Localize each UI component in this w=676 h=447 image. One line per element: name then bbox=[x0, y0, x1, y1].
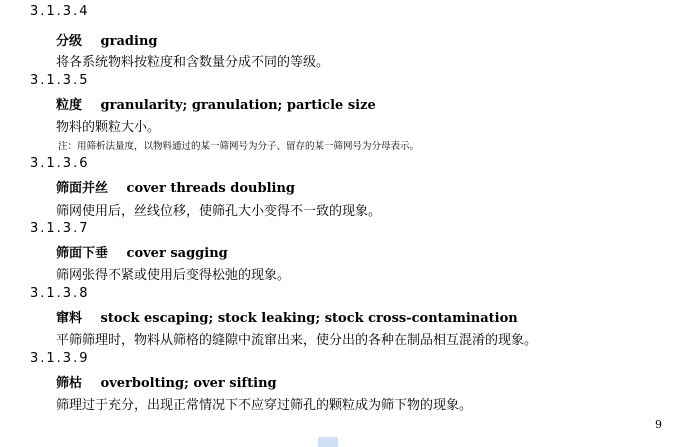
term-english: cover sagging bbox=[126, 246, 228, 261]
clause-number: 3.1.3.7 bbox=[30, 221, 90, 236]
term-english: granularity; granulation; particle size bbox=[100, 98, 376, 113]
clause-number: 3.1.3.6 bbox=[30, 156, 90, 171]
term-chinese: 粒度 bbox=[56, 98, 83, 113]
term-chinese: 筛面下垂 bbox=[56, 246, 109, 261]
clause-number: 3.1.3.8 bbox=[30, 286, 90, 301]
clause-number: 3.1.3.9 bbox=[30, 351, 90, 366]
term-heading bbox=[56, 94, 376, 113]
term-heading bbox=[56, 177, 295, 196]
term-definition: 平筛筛理时，物料从筛格的缝隙中流窜出来，使分出的各种在制品相互混淆的现象。 bbox=[56, 333, 538, 348]
term-chinese: 筛面并丝 bbox=[56, 181, 109, 196]
term-english: overbolting; over sifting bbox=[100, 376, 277, 391]
clause-number: 3.1.3.4 bbox=[30, 4, 90, 19]
scan-mark bbox=[318, 437, 338, 447]
term-definition: 筛理过于充分，出现正常情况下不应穿过筛孔的颗粒成为筛下物的现象。 bbox=[56, 398, 473, 413]
term-heading bbox=[56, 242, 228, 261]
term-heading bbox=[56, 307, 518, 326]
term-definition: 物料的颗粒大小。 bbox=[56, 120, 161, 135]
term-english: grading bbox=[100, 34, 158, 49]
term-english: cover threads doubling bbox=[126, 181, 295, 196]
term-definition: 筛网使用后，丝线位移，使筛孔大小变得不一致的现象。 bbox=[56, 204, 382, 219]
page-number: 9 bbox=[655, 418, 662, 431]
term-chinese: 筛枯 bbox=[56, 376, 83, 391]
clause-number: 3.1.3.5 bbox=[30, 73, 90, 88]
term-definition: 将各系统物料按粒度和含数量分成不同的等级。 bbox=[56, 55, 330, 70]
term-chinese: 窜料 bbox=[56, 311, 83, 326]
term-note: 注：用筛析法量度，以物料通过的某一筛网号为分子、留存的某一筛网号为分母表示。 bbox=[58, 141, 420, 152]
term-chinese: 分级 bbox=[56, 34, 83, 49]
term-heading bbox=[56, 30, 157, 49]
term-heading bbox=[56, 372, 277, 391]
term-definition: 筛网张得不紧或使用后变得松弛的现象。 bbox=[56, 268, 291, 283]
term-english: stock escaping; stock leaking; stock cross-contamination bbox=[100, 311, 518, 326]
